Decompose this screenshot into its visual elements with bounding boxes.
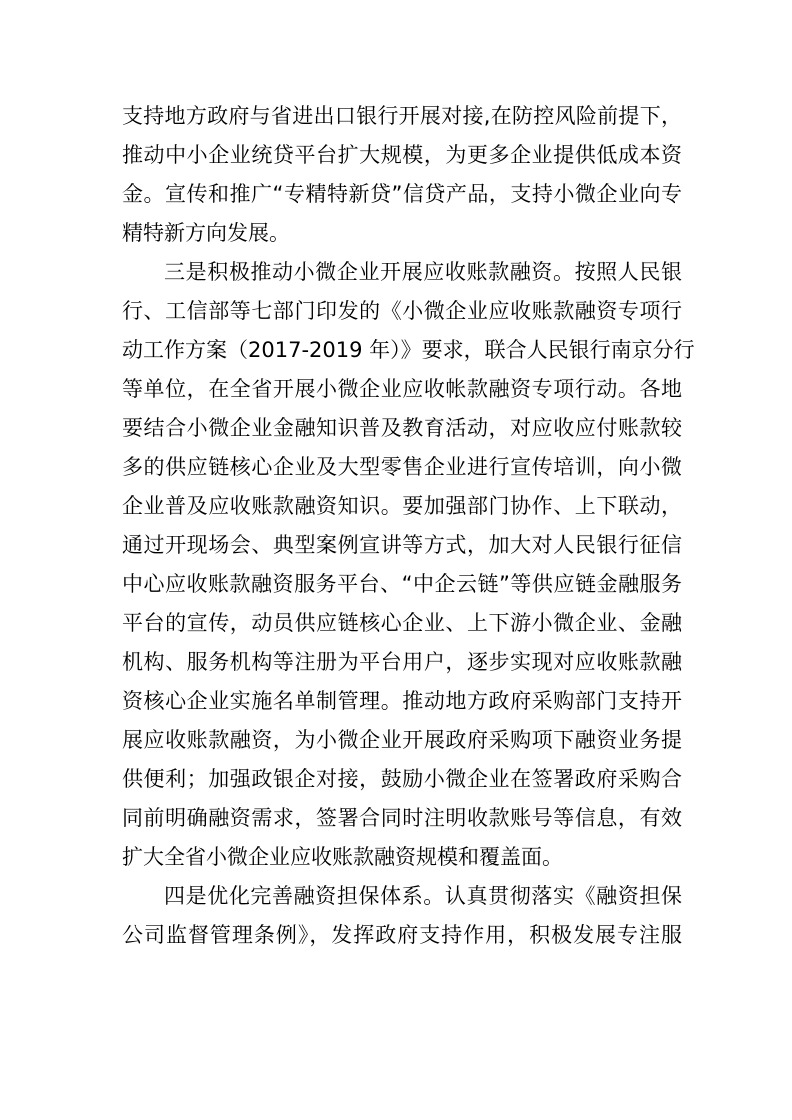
text-line: 通过开现场会、典型案例宣讲等方式，加大对人民银行征信	[122, 533, 682, 557]
text-line: 同前明确融资需求，签署合同时注明收款账号等信息，有效	[122, 806, 682, 830]
text-line: 行、工信部等七部门印发的《小微企业应收账款融资专项行	[122, 299, 682, 323]
text-line: 扩大全省小微企业应收账款融资规模和覆盖面。	[122, 845, 563, 869]
paragraph-heading: 三是积极推动小微企业开展应收账款融资。	[164, 260, 575, 284]
text-line: 公司监督管理条例》，发挥政府支持作用，积极发展专注服	[122, 923, 682, 947]
text-line: 支持地方政府与省进出口银行开展对接,在防控风险前提下，	[122, 104, 682, 128]
text-line: 动工作方案（2017-2019 年）》要求，联合人民银行南京分行	[122, 338, 695, 362]
text-line: 企业普及应收账款融资知识。要加强部门协作、上下联动，	[122, 494, 682, 518]
text-line: 要结合小微企业金融知识普及教育活动，对应收应付账款较	[122, 416, 682, 440]
text-line: 资核心企业实施名单制管理。推动地方政府采购部门支持开	[122, 689, 682, 713]
text-line: 金。宣传和推广“专精特新贷”信贷产品，支持小微企业向专	[122, 182, 682, 206]
text-line: 机构、服务机构等注册为平台用户，逐步实现对应收账款融	[122, 650, 682, 674]
text-line: 精特新方向发展。	[122, 221, 290, 245]
paragraph-heading: 四是优化完善融资担保体系。	[164, 884, 445, 908]
text-line: 多的供应链核心企业及大型零售企业进行宣传培训，向小微	[122, 455, 682, 479]
paragraph-heading-rest: 按照人民银	[574, 260, 683, 284]
text-line: 推动中小企业统贷平台扩大规模，为更多企业提供低成本资	[122, 143, 682, 167]
text-line: 展应收账款融资，为小微企业开展政府采购项下融资业务提	[122, 728, 682, 752]
paragraph-lead-line	[122, 877, 682, 916]
text-line: 供便利；加强政银企对接，鼓励小微企业在签署政府采购合	[122, 767, 682, 791]
paragraph-heading-rest: 认真贯彻落实《融资担保	[444, 884, 683, 908]
text-line: 等单位，在全省开展小微企业应收帐款融资专项行动。各地	[122, 377, 682, 401]
text-line: 中心应收账款融资服务平台、“中企云链”等供应链金融服务	[122, 572, 682, 596]
document-page	[122, 97, 695, 955]
text-line: 平台的宣传，动员供应链核心企业、上下游小微企业、金融	[122, 611, 682, 635]
paragraph-lead-line	[122, 253, 682, 292]
